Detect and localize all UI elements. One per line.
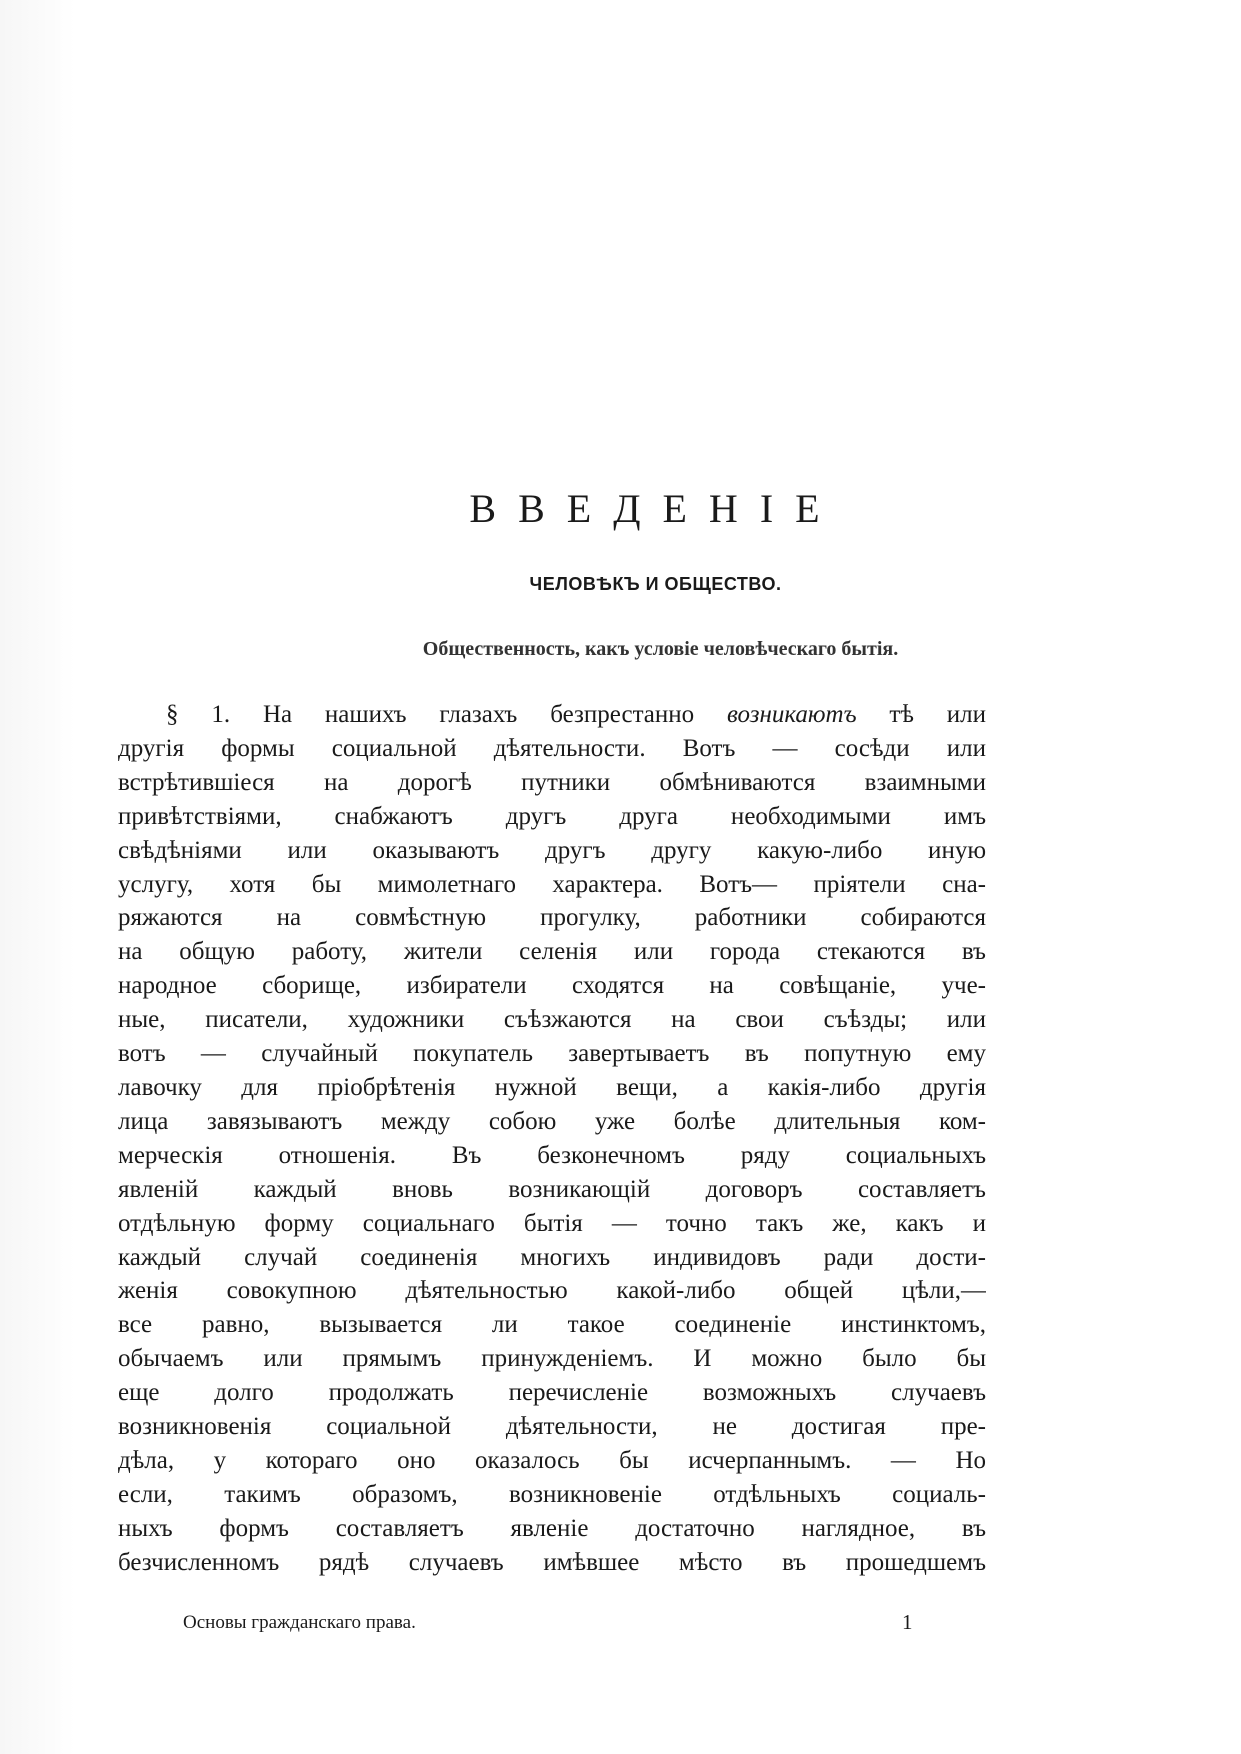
text-line-segment: явленій каждый вновь возникающій договоръ составляетъ [118, 1175, 986, 1203]
text-line [118, 969, 986, 1003]
section-heading: Общественность, какъ условіе человѣческаго бытія. [422, 638, 899, 660]
text-line-segment: дѣла, у котораго оно оказалось бы исчерпаннымъ. — Но [118, 1446, 986, 1474]
text-line-segment: тѣ или [856, 701, 986, 728]
text-line [118, 698, 986, 732]
text-line [118, 1071, 986, 1105]
text-line [118, 1308, 986, 1342]
text-line-segment: безчисленномъ рядѣ случаевъ имѣвшее мѣсто въ прошедшемъ [118, 1548, 986, 1576]
text-line [118, 935, 986, 969]
text-line-segment: если, такимъ образомъ, возникновеніе отдѣльныхъ социаль- [118, 1480, 986, 1508]
text-line-segment: свѣдѣніями или оказываютъ другъ другу какую-либо иную [118, 836, 986, 864]
text-line-segment: на общую работу, жители селенія или города стекаются въ [118, 938, 986, 966]
text-line-segment: обычаемъ или прямымъ принужденіемъ. И можно было бы [118, 1345, 986, 1373]
text-line [118, 1037, 986, 1071]
text-line-segment: все равно, вызывается ли такое соединеніе инстинктомъ, [118, 1311, 986, 1339]
text-line-segment: ные, писатели, художники съѣзжаются на свои съѣзды; или [118, 1006, 986, 1034]
body-paragraph [118, 698, 986, 1580]
text-line [118, 901, 986, 935]
text-line [118, 1139, 986, 1173]
text-line [118, 1546, 986, 1580]
text-line-segment: § 1. На нашихъ глазахъ безпрестанно [166, 701, 727, 728]
text-line-segment: встрѣтившіеся на дорогѣ путники обмѣниваются взаимными [118, 768, 986, 796]
text-line [118, 1478, 986, 1512]
text-line [118, 766, 986, 800]
text-line [118, 1444, 986, 1478]
text-line-segment: ряжаются на совмѣстную прогулку, работники собираются [118, 904, 986, 932]
text-line [118, 1512, 986, 1546]
footer-book-title: Основы гражданскаго права. [183, 1612, 416, 1633]
text-line [118, 1173, 986, 1207]
text-line [118, 834, 986, 868]
text-line-segment: каждый случай соединенія многихъ индивидовъ ради дости- [118, 1243, 986, 1271]
text-line [118, 732, 986, 766]
text-line-segment: лица завязываютъ между собою уже болѣе длительныя ком- [118, 1107, 986, 1135]
text-line [118, 1241, 986, 1275]
text-line-segment: еще долго продолжать перечисленіе возможныхъ случаевъ [118, 1379, 986, 1407]
text-line-segment: ныхъ формъ составляетъ явленіе достаточно наглядное, въ [118, 1514, 986, 1542]
page-number: 1 [902, 1610, 913, 1634]
text-line-segment: народное сборище, избиратели сходятся на совѣщаніе, уче- [118, 972, 986, 1000]
text-line [118, 1003, 986, 1037]
text-line-segment: лавочку для пріобрѣтенія нужной вещи, а какія-либо другія [118, 1073, 986, 1101]
chapter-title: ВВЕДЕНІЕ [469, 486, 842, 531]
text-line [118, 1274, 986, 1308]
text-line-segment: отдѣльную форму социальнаго бытія — точно такъ же, какъ и [118, 1209, 986, 1237]
text-line-segment: мерческія отношенія. Въ безконечномъ ряду социальныхъ [118, 1141, 986, 1169]
chapter-subtitle: ЧЕЛОВѢКЪ И ОБЩЕСТВО. [529, 574, 782, 594]
text-line-segment: вотъ — случайный покупатель завертываетъ въ попутную ему [118, 1040, 986, 1068]
text-line-segment: другія формы социальной дѣятельности. Вотъ — сосѣди или [118, 734, 986, 762]
text-line [118, 800, 986, 834]
text-line-segment: женія совокупною дѣятельностью какой-либо общей цѣли,— [118, 1277, 986, 1305]
text-line [118, 1376, 986, 1410]
text-line-segment: возникновенія социальной дѣятельности, не достигая пре- [118, 1413, 986, 1441]
text-line [118, 1342, 986, 1376]
text-line [118, 1105, 986, 1139]
text-line-segment: привѣтствіями, снабжаютъ другъ друга необходимыми имъ [118, 802, 986, 830]
text-line-segment: услугу, хотя бы мимолетнаго характера. Вотъ— пріятели сна- [118, 870, 986, 898]
text-line-emphasis: возникаютъ [727, 701, 857, 728]
text-line [118, 1410, 986, 1444]
scan-edge-shading [0, 0, 75, 1754]
text-line [118, 868, 986, 902]
text-line [118, 1207, 986, 1241]
